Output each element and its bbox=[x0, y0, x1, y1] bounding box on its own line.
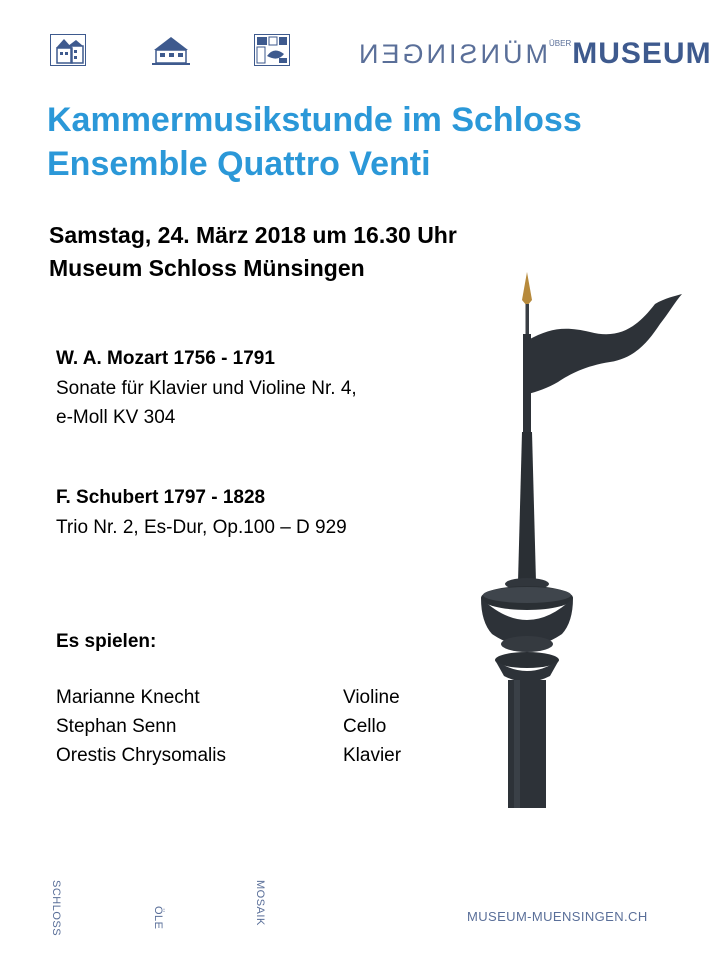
footer-label-oele: ÖLE bbox=[152, 906, 164, 930]
concert-title: Kammermusikstunde im Schloss bbox=[47, 101, 582, 139]
program-composer-mozart: W. A. Mozart 1756 - 1791 bbox=[56, 348, 275, 369]
footer-website-url: MUSEUM-MUENSINGEN.CH bbox=[467, 909, 648, 924]
performer-name: Stephan Senn bbox=[56, 716, 177, 737]
logo-uber: ÜBER bbox=[549, 39, 572, 48]
logo-museum: MUSEUM bbox=[572, 37, 712, 70]
ensemble-title: Ensemble Quattro Venti bbox=[47, 145, 431, 183]
footer-label-mosaik: MOSAIK bbox=[254, 880, 266, 926]
program-work-line: e-Moll KV 304 bbox=[56, 407, 176, 428]
event-venue: Museum Schloss Münsingen bbox=[49, 255, 365, 281]
performers-heading: Es spielen: bbox=[56, 631, 157, 652]
performer-instrument: Violine bbox=[343, 687, 400, 708]
program-work-line: Trio Nr. 2, Es-Dur, Op.100 – D 929 bbox=[56, 517, 347, 538]
footer-label-schloss: SCHLOSS bbox=[50, 880, 62, 937]
performer-name: Marianne Knecht bbox=[56, 687, 200, 708]
program-composer-schubert: F. Schubert 1797 - 1828 bbox=[56, 487, 266, 508]
schloss-icon bbox=[50, 34, 86, 66]
performer-name: Orestis Chrysomalis bbox=[56, 745, 226, 766]
logo-muensingen-mirrored: MÜNSINGEN bbox=[356, 39, 549, 69]
mosaik-icon bbox=[254, 34, 290, 66]
event-date: Samstag, 24. März 2018 um 16.30 Uhr bbox=[49, 222, 457, 248]
performer-instrument: Klavier bbox=[343, 745, 402, 766]
museum-logo bbox=[356, 36, 712, 68]
weathervane-spire-image bbox=[470, 262, 690, 808]
oele-icon bbox=[152, 34, 188, 66]
performer-instrument: Cello bbox=[343, 716, 387, 737]
program-work-line: Sonate für Klavier und Violine Nr. 4, bbox=[56, 378, 357, 399]
